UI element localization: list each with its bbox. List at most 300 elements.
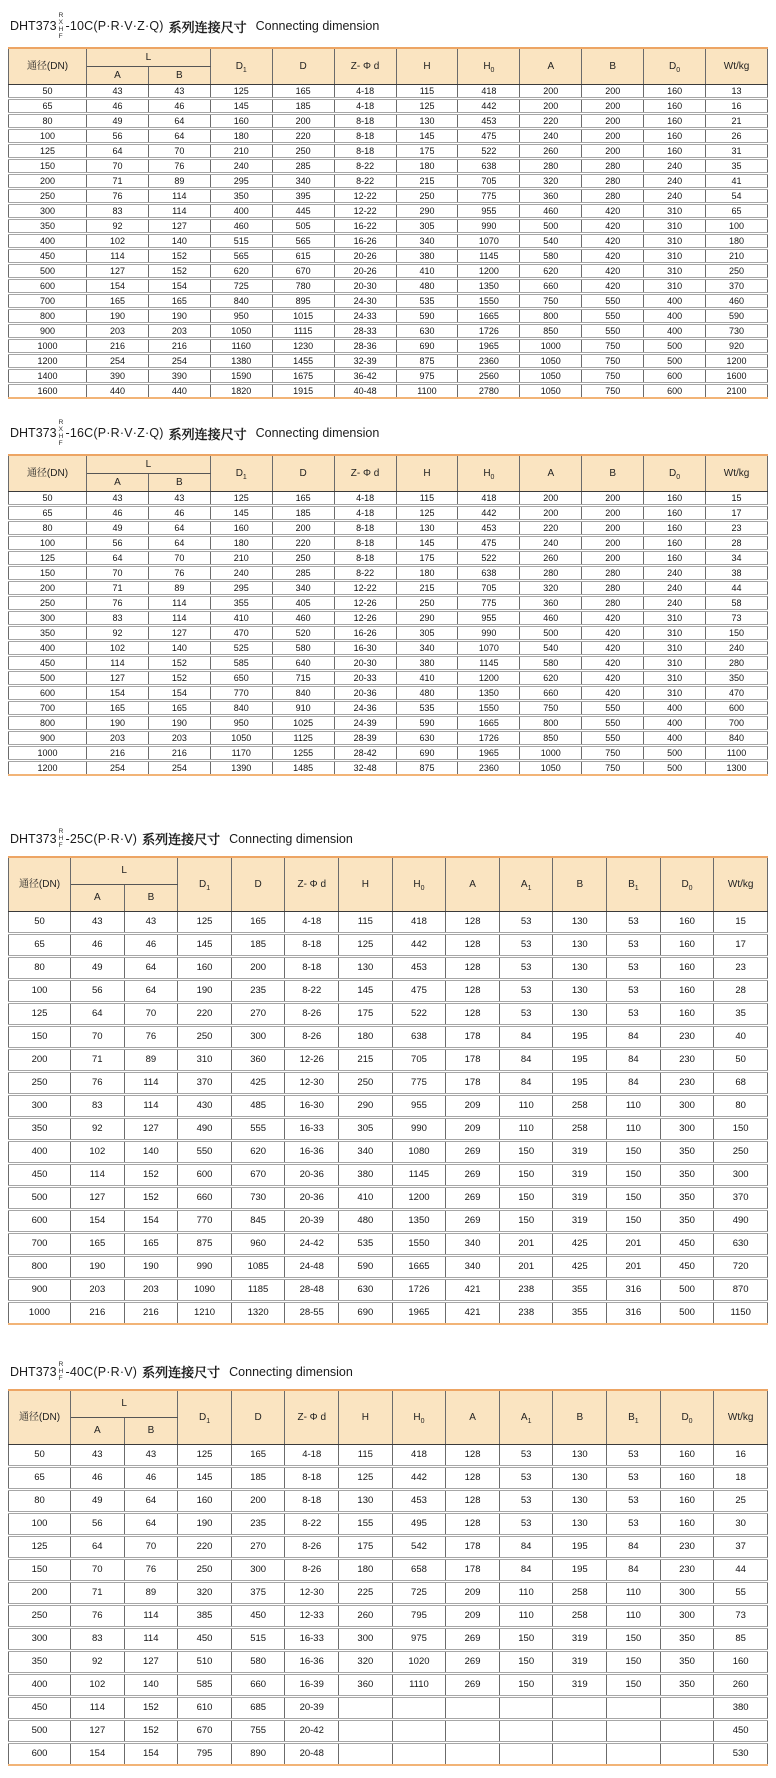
table-cell: 68	[714, 1072, 768, 1095]
table-cell: 540	[520, 234, 582, 249]
table-cell: 20-33	[334, 671, 396, 686]
col-header-a: A	[87, 474, 149, 492]
table-cell: 890	[231, 1743, 285, 1766]
table-row	[9, 521, 768, 536]
table-cell: 310	[644, 671, 706, 686]
table-cell: 130	[553, 912, 607, 934]
table-row	[9, 1445, 768, 1467]
table-cell: 310	[644, 234, 706, 249]
table-cell: 64	[148, 114, 210, 129]
table-cell: 638	[458, 159, 520, 174]
table-cell: 1050	[210, 731, 272, 746]
table-cell: 1380	[210, 354, 272, 369]
col-header-b: B	[148, 474, 210, 492]
table-cell: 46	[71, 934, 125, 957]
table-cell: 300	[660, 1095, 714, 1118]
table-cell: 250	[396, 189, 458, 204]
table-cell: 770	[178, 1210, 232, 1233]
table-cell: 125	[339, 1467, 393, 1490]
table-cell: 8-26	[285, 1559, 339, 1582]
table-cell: 145	[210, 99, 272, 114]
table-cell: 165	[71, 1233, 125, 1256]
table-cell: 1000	[9, 339, 87, 354]
table-cell: 50	[9, 912, 71, 934]
col-header-b: B	[553, 857, 607, 912]
table-cell: 260	[714, 1674, 768, 1697]
table-cell: 190	[124, 1256, 178, 1279]
table-cell: 450	[178, 1628, 232, 1651]
table-cell: 700	[9, 701, 87, 716]
table-cell: 440	[148, 384, 210, 399]
table-cell: 250	[178, 1026, 232, 1049]
table-cell: 8-22	[334, 159, 396, 174]
table-cell: 375	[231, 1582, 285, 1605]
table-cell	[660, 1720, 714, 1743]
col-header-d0: $D_0$	[660, 857, 714, 912]
table-cell: 8-22	[334, 566, 396, 581]
table-cell: 269	[446, 1210, 500, 1233]
table-cell: 620	[231, 1141, 285, 1164]
table-cell: 125	[9, 1536, 71, 1559]
table-cell: 2360	[458, 354, 520, 369]
table-cell: 44	[706, 581, 768, 596]
table-cell: 1085	[231, 1256, 285, 1279]
col-header-l: L	[87, 48, 211, 67]
table-cell: 750	[582, 339, 644, 354]
table-cell: 200	[582, 551, 644, 566]
table-cell: 24-36	[334, 701, 396, 716]
table-cell	[446, 1720, 500, 1743]
table-cell: 1320	[231, 1302, 285, 1325]
table-cell: 4-18	[334, 85, 396, 99]
table-cell: 152	[148, 249, 210, 264]
table-cell	[499, 1697, 553, 1720]
table-cell: 280	[520, 566, 582, 581]
table-cell: 190	[178, 1513, 232, 1536]
table-cell: 269	[446, 1628, 500, 1651]
table-cell: 690	[339, 1302, 393, 1325]
col-header-d0: $D_0$	[644, 48, 706, 85]
table-cell: 385	[178, 1605, 232, 1628]
table-cell: 600	[9, 1743, 71, 1766]
table-cell: 152	[148, 656, 210, 671]
table-cell: 28	[714, 980, 768, 1003]
table-cell: 670	[231, 1164, 285, 1187]
table-cell: 658	[392, 1559, 446, 1582]
table-cell: 400	[644, 309, 706, 324]
table-cell: 295	[210, 174, 272, 189]
table-cell: 1000	[9, 746, 87, 761]
table-cell: 795	[392, 1605, 446, 1628]
table-row	[9, 596, 768, 611]
table-cell: 1965	[458, 339, 520, 354]
table-cell: 130	[339, 957, 393, 980]
table-cell: 355	[553, 1302, 607, 1325]
table-cell: 235	[231, 1513, 285, 1536]
table-cell: 110	[499, 1582, 553, 1605]
table-cell: 440	[87, 384, 149, 399]
table-row	[9, 384, 768, 399]
table-cell: 260	[520, 144, 582, 159]
table-row	[9, 99, 768, 114]
table-cell: 590	[396, 716, 458, 731]
table-cell: 43	[87, 85, 149, 99]
table-cell: 38	[706, 566, 768, 581]
table-cell: 340	[396, 641, 458, 656]
table-cell: 64	[87, 551, 149, 566]
table-cell: 1200	[392, 1187, 446, 1210]
table-cell: 84	[499, 1559, 553, 1582]
table-cell: 530	[714, 1743, 768, 1766]
table-cell: 203	[148, 731, 210, 746]
table-cell: 26	[706, 129, 768, 144]
table-cell: 128	[446, 1003, 500, 1026]
table-cell: 1550	[392, 1233, 446, 1256]
series-label-cn: 系列连接尺寸	[168, 19, 247, 35]
table-cell: 1200	[9, 761, 87, 776]
table-cell: 216	[87, 339, 149, 354]
table-cell: 418	[392, 912, 446, 934]
table-cell: 340	[396, 234, 458, 249]
table-cell: 53	[499, 934, 553, 957]
col-header-d0: $D_0$	[644, 455, 706, 492]
table-cell: 28-48	[285, 1279, 339, 1302]
table-cell: 800	[520, 309, 582, 324]
table-body	[9, 1445, 768, 1766]
table-cell: 290	[396, 204, 458, 219]
table-cell: 110	[607, 1118, 661, 1141]
table-cell: 76	[71, 1072, 125, 1095]
table-cell: 34	[706, 551, 768, 566]
table-cell: 190	[148, 309, 210, 324]
table-cell: 84	[607, 1026, 661, 1049]
table-cell: 76	[124, 1559, 178, 1582]
table-cell: 16-36	[285, 1651, 339, 1674]
table-cell: 203	[148, 324, 210, 339]
table-cell: 319	[553, 1164, 607, 1187]
table-cell: 350	[660, 1210, 714, 1233]
table-cell: 370	[714, 1187, 768, 1210]
variant-letter: H	[58, 433, 64, 440]
table-cell: 180	[339, 1026, 393, 1049]
table-cell: 238	[499, 1279, 553, 1302]
table-cell: 240	[210, 159, 272, 174]
table-row	[9, 1164, 768, 1187]
table-row	[9, 1187, 768, 1210]
table-cell: 130	[553, 980, 607, 1003]
table-cell: 200	[520, 85, 582, 99]
table-cell: 150	[499, 1651, 553, 1674]
table-cell: 310	[644, 204, 706, 219]
table-cell: 165	[272, 492, 334, 506]
dimension-table-25c	[8, 856, 768, 1325]
table-cell: 1915	[272, 384, 334, 399]
table-cell: 200	[272, 521, 334, 536]
col-header-h0: $H_0$	[458, 48, 520, 85]
table-cell: 100	[706, 219, 768, 234]
table-cell: 720	[714, 1256, 768, 1279]
variant-letter: F	[58, 842, 63, 849]
col-header-a1: $A_1$	[499, 1390, 553, 1445]
table-cell: 43	[124, 912, 178, 934]
table-cell: 43	[87, 492, 149, 506]
table-cell: 114	[148, 611, 210, 626]
table-row	[9, 339, 768, 354]
table-row	[9, 641, 768, 656]
table-cell: 80	[9, 521, 87, 536]
table-row	[9, 980, 768, 1003]
table-section-10c	[8, 12, 768, 399]
table-cell: 115	[396, 492, 458, 506]
table-cell: 220	[520, 521, 582, 536]
table-cell: 990	[458, 626, 520, 641]
table-cell: 360	[231, 1049, 285, 1072]
table-cell: 24-48	[285, 1256, 339, 1279]
table-cell: 53	[607, 1467, 661, 1490]
table-cell: 240	[210, 566, 272, 581]
table-cell: 950	[210, 716, 272, 731]
table-cell: 319	[553, 1651, 607, 1674]
table-header	[9, 455, 768, 492]
table-cell: 254	[148, 761, 210, 776]
table-cell: 83	[87, 611, 149, 626]
table-cell: 8-18	[334, 114, 396, 129]
table-cell: 125	[9, 144, 87, 159]
table-cell: 216	[124, 1302, 178, 1325]
variant-letter: H	[58, 26, 64, 33]
col-header-wtkg: Wt/kg	[714, 1390, 768, 1445]
table-cell: 900	[9, 731, 87, 746]
table-cell: 150	[499, 1141, 553, 1164]
table-body	[9, 912, 768, 1325]
table-cell: 64	[71, 1003, 125, 1026]
table-cell: 955	[392, 1095, 446, 1118]
table-cell: 1050	[520, 761, 582, 776]
table-cell	[499, 1720, 553, 1743]
table-cell: 269	[446, 1674, 500, 1697]
table-cell: 76	[148, 566, 210, 581]
table-cell: 215	[396, 174, 458, 189]
table-cell: 920	[706, 339, 768, 354]
table-cell: 215	[396, 581, 458, 596]
table-cell: 160	[644, 536, 706, 551]
table-cell: 31	[706, 144, 768, 159]
table-cell: 750	[582, 354, 644, 369]
table-cell: 410	[210, 611, 272, 626]
table-cell: 715	[272, 671, 334, 686]
table-cell: 114	[71, 1164, 125, 1187]
table-cell: 203	[71, 1279, 125, 1302]
table-cell: 238	[499, 1302, 553, 1325]
table-row	[9, 581, 768, 596]
table-cell: 310	[644, 249, 706, 264]
table-cell: 46	[124, 1467, 178, 1490]
table-cell: 25	[714, 1490, 768, 1513]
table-cell: 130	[339, 1490, 393, 1513]
variant-letter: H	[58, 1368, 64, 1375]
table-cell: 190	[178, 980, 232, 1003]
table-cell: 150	[607, 1141, 661, 1164]
table-cell: 750	[582, 369, 644, 384]
table-cell: 145	[339, 980, 393, 1003]
table-cell: 1485	[272, 761, 334, 776]
table-cell: 1965	[458, 746, 520, 761]
table-cell: 380	[339, 1164, 393, 1187]
table-cell: 2780	[458, 384, 520, 399]
col-header-h: H	[396, 455, 458, 492]
table-cell: 580	[272, 641, 334, 656]
table-cell: 160	[644, 129, 706, 144]
table-cell: 1115	[272, 324, 334, 339]
col-header-b: B	[582, 455, 644, 492]
table-cell: 64	[124, 1513, 178, 1536]
table-cell: 125	[396, 506, 458, 521]
table-cell: 280	[582, 596, 644, 611]
table-section-40c	[8, 1361, 768, 1766]
table-cell: 425	[553, 1233, 607, 1256]
series-label-en: Connecting dimension	[255, 426, 380, 440]
table-cell: 660	[178, 1187, 232, 1210]
table-cell: 285	[272, 566, 334, 581]
table-cell: 1726	[458, 731, 520, 746]
table-cell: 76	[148, 159, 210, 174]
table-cell: 209	[446, 1118, 500, 1141]
table-cell: 130	[553, 1445, 607, 1467]
table-cell: 955	[458, 611, 520, 626]
col-header-l: L	[71, 1390, 178, 1418]
table-cell: 50	[714, 1049, 768, 1072]
table-cell: 600	[644, 369, 706, 384]
table-cell: 150	[607, 1164, 661, 1187]
table-cell: 190	[71, 1256, 125, 1279]
table-cell: 41	[706, 174, 768, 189]
table-cell: 152	[148, 264, 210, 279]
table-cell: 49	[87, 114, 149, 129]
table-cell: 12-22	[334, 204, 396, 219]
table-cell: 725	[392, 1582, 446, 1605]
table-cell: 154	[71, 1210, 125, 1233]
table-cell: 200	[9, 1582, 71, 1605]
table-cell: 1550	[458, 294, 520, 309]
table-cell: 1200	[706, 354, 768, 369]
table-cell: 128	[446, 1445, 500, 1467]
table-cell: 430	[178, 1095, 232, 1118]
table-cell: 20-36	[285, 1164, 339, 1187]
table-cell: 500	[520, 219, 582, 234]
table-cell: 8-26	[285, 1536, 339, 1559]
table-cell: 319	[553, 1628, 607, 1651]
table-cell: 92	[71, 1651, 125, 1674]
table-cell: 350	[706, 671, 768, 686]
table-cell: 300	[9, 611, 87, 626]
col-header-wtkg: Wt/kg	[714, 857, 768, 912]
table-cell: 200	[582, 99, 644, 114]
table-cell: 340	[272, 581, 334, 596]
table-cell: 319	[553, 1210, 607, 1233]
table-cell: 550	[582, 309, 644, 324]
table-cell: 84	[499, 1536, 553, 1559]
table-cell: 310	[178, 1049, 232, 1072]
table-cell: 53	[607, 934, 661, 957]
table-cell: 1050	[520, 384, 582, 399]
table-cell: 150	[499, 1210, 553, 1233]
table-cell: 1400	[9, 369, 87, 384]
table-cell: 89	[124, 1049, 178, 1072]
table-cell: 128	[446, 912, 500, 934]
table-cell: 535	[396, 701, 458, 716]
table-cell: 115	[339, 912, 393, 934]
table-cell: 500	[644, 354, 706, 369]
col-header-b: B	[124, 885, 178, 912]
table-cell: 250	[9, 596, 87, 611]
table-cell: 670	[272, 264, 334, 279]
table-cell: 114	[148, 204, 210, 219]
table-cell: 175	[396, 144, 458, 159]
table-cell: 12-22	[334, 189, 396, 204]
table-row	[9, 686, 768, 701]
header-row	[9, 455, 768, 474]
table-cell: 310	[644, 641, 706, 656]
table-cell: 250	[272, 144, 334, 159]
table-cell	[553, 1743, 607, 1766]
table-cell: 490	[178, 1118, 232, 1141]
table-cell: 200	[582, 114, 644, 129]
table-cell: 180	[396, 566, 458, 581]
table-cell: 35	[714, 1003, 768, 1026]
table-cell: 610	[178, 1697, 232, 1720]
table-cell: 114	[124, 1095, 178, 1118]
table-cell: 114	[148, 596, 210, 611]
table-cell: 150	[9, 1026, 71, 1049]
table-cell: 400	[644, 731, 706, 746]
table-cell	[499, 1743, 553, 1766]
table-cell: 1820	[210, 384, 272, 399]
table-row	[9, 114, 768, 129]
table-cell: 1965	[392, 1302, 446, 1325]
table-cell: 64	[124, 1490, 178, 1513]
variant-letter: R	[58, 828, 64, 835]
table-cell: 418	[458, 85, 520, 99]
table-cell: 92	[87, 219, 149, 234]
table-cell: 114	[71, 1697, 125, 1720]
table-cell: 240	[520, 129, 582, 144]
table-cell: 480	[396, 279, 458, 294]
table-row	[9, 234, 768, 249]
table-cell: 285	[272, 159, 334, 174]
table-cell: 160	[644, 99, 706, 114]
table-row	[9, 536, 768, 551]
table-cell: 185	[272, 99, 334, 114]
table-cell: 250	[706, 264, 768, 279]
table-cell: 210	[210, 144, 272, 159]
variant-letter: F	[58, 440, 63, 447]
table-cell: 442	[392, 1467, 446, 1490]
col-header-a1: $A_1$	[499, 857, 553, 912]
table-cell: 1255	[272, 746, 334, 761]
table-cell: 200	[582, 536, 644, 551]
table-cell: 127	[87, 671, 149, 686]
table-cell: 32-39	[334, 354, 396, 369]
table-cell: 49	[71, 957, 125, 980]
table-cell: 155	[339, 1513, 393, 1536]
table-cell: 100	[9, 536, 87, 551]
table-cell: 453	[458, 114, 520, 129]
table-cell: 460	[210, 219, 272, 234]
table-cell: 46	[87, 506, 149, 521]
table-cell: 420	[582, 279, 644, 294]
table-cell: 350	[9, 219, 87, 234]
table-cell: 83	[71, 1628, 125, 1651]
